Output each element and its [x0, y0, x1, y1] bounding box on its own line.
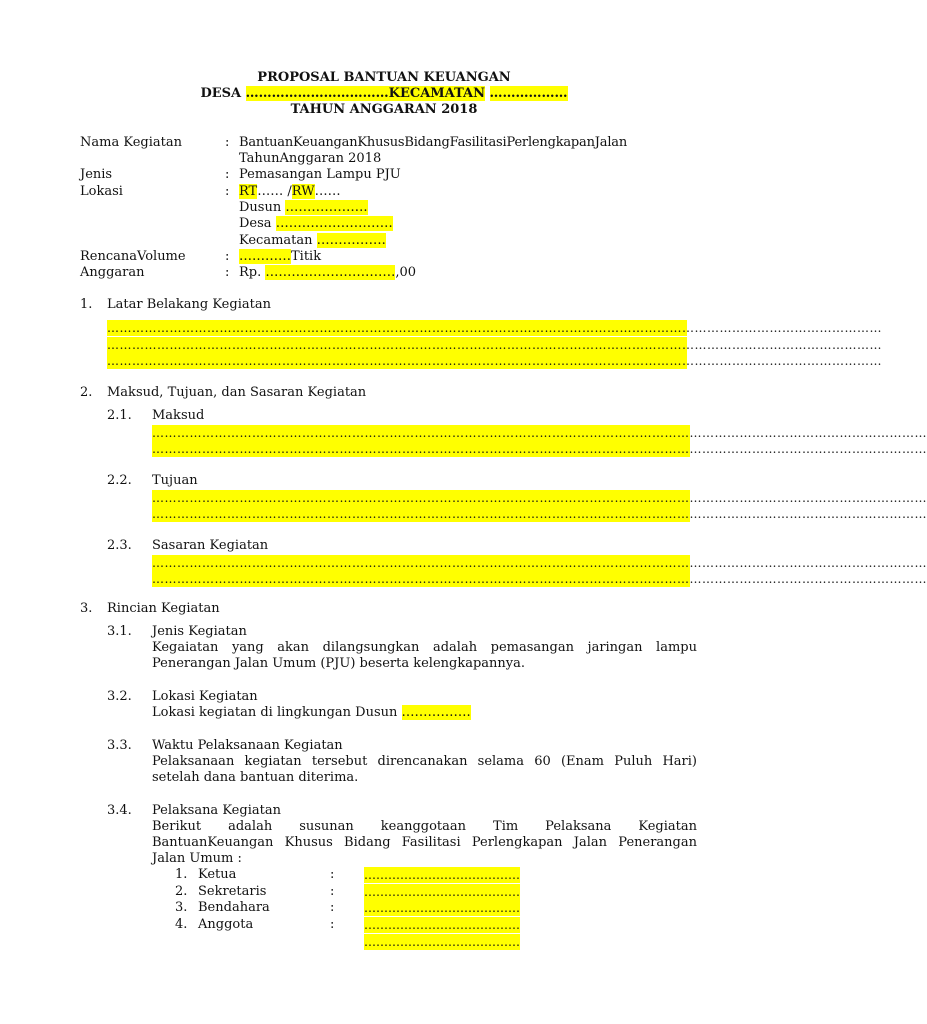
jenis-value: Pemasangan Lampu PJU	[239, 167, 401, 182]
tahun-anggaran-title: TAHUN ANGGARAN 2018	[290, 102, 478, 117]
member-value-sekretaris: …………………………………	[364, 885, 520, 899]
section-3-1-text-1: Kegaiatan yang akan dilangsungkan adalah pemasangan jaringan lampu	[152, 640, 697, 655]
rt-dots: ……	[257, 184, 284, 199]
section-3-3-text-1: Pelaksanaan kegiatan tersebut direncanakan selama 60 (Enam Puluh Hari)	[152, 754, 697, 769]
tujuan-line-1: ……………………………………………………………………………………………………………………………………………………………………	[152, 491, 927, 505]
member-value-bendahara: …………………………………	[364, 901, 520, 915]
section-3-4-title: Pelaksana Kegiatan	[152, 803, 281, 818]
anggaran-label: Anggaran	[80, 265, 145, 280]
desa-header-value: ……………………………	[245, 86, 389, 101]
dusun-row	[239, 200, 368, 216]
tujuan-line-2: ……………………………………………………………………………………………………………………………………………………………………	[152, 507, 927, 521]
member-number: 1.	[175, 867, 188, 882]
section-3-number: 3.	[80, 601, 93, 616]
section-2-number: 2.	[80, 385, 93, 400]
document-title: PROPOSAL BANTUAN KEUANGAN	[257, 70, 511, 85]
desa-kecamatan-line	[0, 86, 768, 102]
sasaran-line-2: ……………………………………………………………………………………………………………………………………………………………………	[152, 572, 927, 586]
anggaran-value	[239, 265, 416, 281]
nama-kegiatan-value: BantuanKeuanganKhususBidangFasilitasiPerlengkapanJalan	[239, 135, 628, 150]
nama-kegiatan-label: Nama Kegiatan	[80, 135, 182, 150]
colon: :	[225, 135, 230, 150]
section-2-1-title: Maksud	[152, 408, 205, 423]
section-3-1-number: 3.1.	[107, 624, 132, 639]
maksud-line-1: ……………………………………………………………………………………………………………………………………………………………………	[152, 426, 927, 440]
member-number: 2.	[175, 884, 188, 899]
lokasi-kegiatan-dots: …………….	[401, 705, 471, 720]
section-3-2-title: Lokasi Kegiatan	[152, 689, 258, 704]
section-3-1-title: Jenis Kegiatan	[152, 624, 247, 639]
section-3-4-number: 3.4.	[107, 803, 132, 818]
member-value-anggota-2: …………………………………	[364, 935, 520, 949]
member-colon: :	[330, 900, 335, 915]
kecamatan-row	[239, 233, 386, 249]
member-role-ketua: Ketua	[198, 867, 237, 882]
section-1-number: 1.	[80, 297, 93, 312]
section-3-4-text-3: Jalan Umum :	[152, 851, 242, 866]
member-colon: :	[330, 917, 335, 932]
member-number: 3.	[175, 900, 188, 915]
rw-label: RW	[291, 184, 315, 199]
sasaran-line-1: ……………………………………………………………………………………………………………………………………………………………………	[152, 556, 927, 570]
kecamatan-header-value: ………………	[489, 86, 568, 101]
member-colon: :	[330, 884, 335, 899]
desa-row	[239, 216, 393, 232]
section-2-title: Maksud, Tujuan, dan Sasaran Kegiatan	[107, 385, 367, 400]
jenis-label: Jenis	[80, 167, 113, 182]
colon: :	[225, 184, 230, 199]
nama-kegiatan-value-2: TahunAnggaran 2018	[239, 151, 382, 166]
section-2-3-number: 2.3.	[107, 538, 132, 553]
desa-label: Desa	[239, 216, 272, 231]
member-number: 4.	[175, 917, 188, 932]
member-colon: :	[330, 867, 335, 882]
anggaran-dots: …………………………	[265, 265, 396, 280]
section-3-3-title: Waktu Pelaksanaan Kegiatan	[152, 738, 343, 753]
latar-belakang-line-2: ……………………………………………………………………………………………………………………………………………………………………	[107, 338, 882, 352]
lokasi-label: Lokasi	[80, 184, 123, 199]
member-value-anggota: …………………………………	[364, 918, 520, 932]
rt-label: RT	[239, 184, 258, 199]
colon: :	[225, 265, 230, 280]
section-3-1-text-2: Penerangan Jalan Umum (PJU) beserta kelengkapannya.	[152, 656, 526, 671]
section-3-3-text-2: setelah dana bantuan diterima.	[152, 770, 359, 785]
desa-header-label: DESA	[200, 86, 242, 101]
volume-dots: …………	[239, 249, 291, 264]
kecamatan-label: Kecamatan	[239, 233, 313, 248]
member-role-bendahara: Bendahara	[198, 900, 270, 915]
section-3-4-text-2: BantuanKeuangan Khusus Bidang Fasilitasi Perlengkapan Jalan Penerangan	[152, 835, 697, 850]
rencana-volume-label: RencanaVolume	[80, 249, 186, 264]
kecamatan-header-label: KECAMATAN	[388, 86, 485, 101]
latar-belakang-line-3: ……………………………………………………………………………………………………………………………………………………………………	[107, 354, 882, 368]
section-1-title: Latar Belakang Kegiatan	[107, 297, 271, 312]
volume-unit: Titik	[291, 249, 322, 264]
desa-value: ………………………	[275, 216, 393, 231]
section-2-1-number: 2.1.	[107, 408, 132, 423]
lokasi-kegiatan-text: Lokasi kegiatan di lingkungan Dusun	[152, 705, 398, 720]
kecamatan-value: …………….	[316, 233, 386, 248]
colon: :	[225, 167, 230, 182]
member-value-ketua: …………………………………	[364, 868, 520, 882]
rencana-volume-value	[239, 249, 321, 265]
maksud-line-2: ……………………………………………………………………………………………………………………………………………………………………	[152, 442, 927, 456]
rw-dots: ……	[314, 184, 341, 199]
colon: :	[225, 249, 230, 264]
member-role-anggota: Anggota	[198, 917, 254, 932]
anggaran-rp: Rp.	[239, 265, 262, 280]
dusun-value: ……………….	[285, 200, 368, 215]
latar-belakang-line-1: ……………………………………………………………………………………………………………………………………………………………………	[107, 321, 882, 335]
section-3-2-text	[152, 705, 471, 721]
section-2-2-title: Tujuan	[152, 473, 198, 488]
section-2-2-number: 2.2.	[107, 473, 132, 488]
section-3-3-number: 3.3.	[107, 738, 132, 753]
dusun-label: Dusun	[239, 200, 282, 215]
section-3-4-text-1: Berikut adalah susunan keanggotaan Tim Pelaksana Kegiatan	[152, 819, 697, 834]
section-3-2-number: 3.2.	[107, 689, 132, 704]
anggaran-suffix: ,00	[395, 265, 417, 280]
rt-rw-value	[239, 184, 341, 200]
section-2-3-title: Sasaran Kegiatan	[152, 538, 269, 553]
member-role-sekretaris: Sekretaris	[198, 884, 267, 899]
section-3-title: Rincian Kegiatan	[107, 601, 220, 616]
slash: /	[287, 184, 292, 199]
